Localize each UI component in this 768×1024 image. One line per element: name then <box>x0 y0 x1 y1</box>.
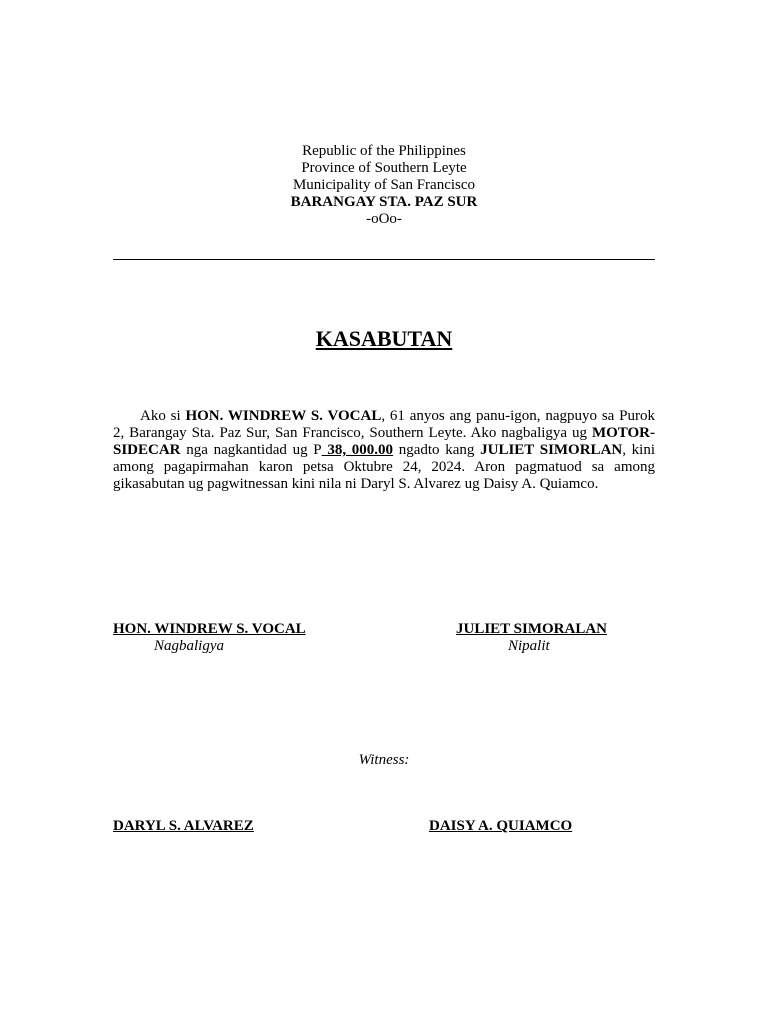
buyer-name-inline: JULIET SIMORLAN <box>480 442 623 458</box>
witness-2-name: DAISY A. QUIAMCO <box>429 818 573 834</box>
witness-label: Witness: <box>358 752 410 768</box>
amount-inline: 38, 000.00 <box>321 442 394 458</box>
buyer-signature-block <box>456 621 607 655</box>
item-name-inline: MOTOR-SIDECAR <box>113 425 655 458</box>
header-municipality: Municipality of San Francisco <box>292 177 476 193</box>
buyer-signature-role: Nipalit <box>508 638 550 654</box>
seller-signature-block <box>113 621 306 655</box>
agreement-paragraph <box>113 408 655 493</box>
witness-1-name: DARYL S. ALVAREZ <box>113 818 254 834</box>
body-text-5: , kini among pagapirmahan karon petsa Oktubre 24, 2024. Aron pagmatuod sa among gikasabutan ug pagwitnessan kini nila ni Daryl S. Alvarez ug Daisy A. Quiamco. <box>113 442 656 492</box>
header-divider <box>113 259 655 260</box>
seller-signature-name: HON. WINDREW S. VOCAL <box>113 621 306 637</box>
document-title: KASABUTAN <box>315 326 453 351</box>
letterhead <box>0 143 768 228</box>
header-barangay: BARANGAY STA. PAZ SUR <box>290 194 478 210</box>
header-ornament: -oOo- <box>366 211 402 227</box>
witness-2-block <box>429 818 572 835</box>
header-province: Province of Southern Leyte <box>301 160 467 176</box>
body-text-1: Ako si <box>140 408 186 424</box>
witness-1-block <box>113 818 254 835</box>
seller-name-inline: HON. WINDREW S. VOCAL <box>185 408 382 424</box>
body-text-3: nga nagkantidad ug P <box>180 442 322 458</box>
body-text-4: ngadto kang <box>393 442 481 458</box>
seller-signature-role: Nagbaligya <box>154 638 224 654</box>
body-text-2: , 61 anyos ang panu-igon, nagpuyo sa Purok 2, Barangay Sta. Paz Sur, San Francisco, Southern Leyte. Ako nagbaligya ug <box>113 408 655 441</box>
header-republic: Republic of the Philippines <box>302 143 466 159</box>
buyer-signature-name: JULIET SIMORALAN <box>456 621 608 637</box>
